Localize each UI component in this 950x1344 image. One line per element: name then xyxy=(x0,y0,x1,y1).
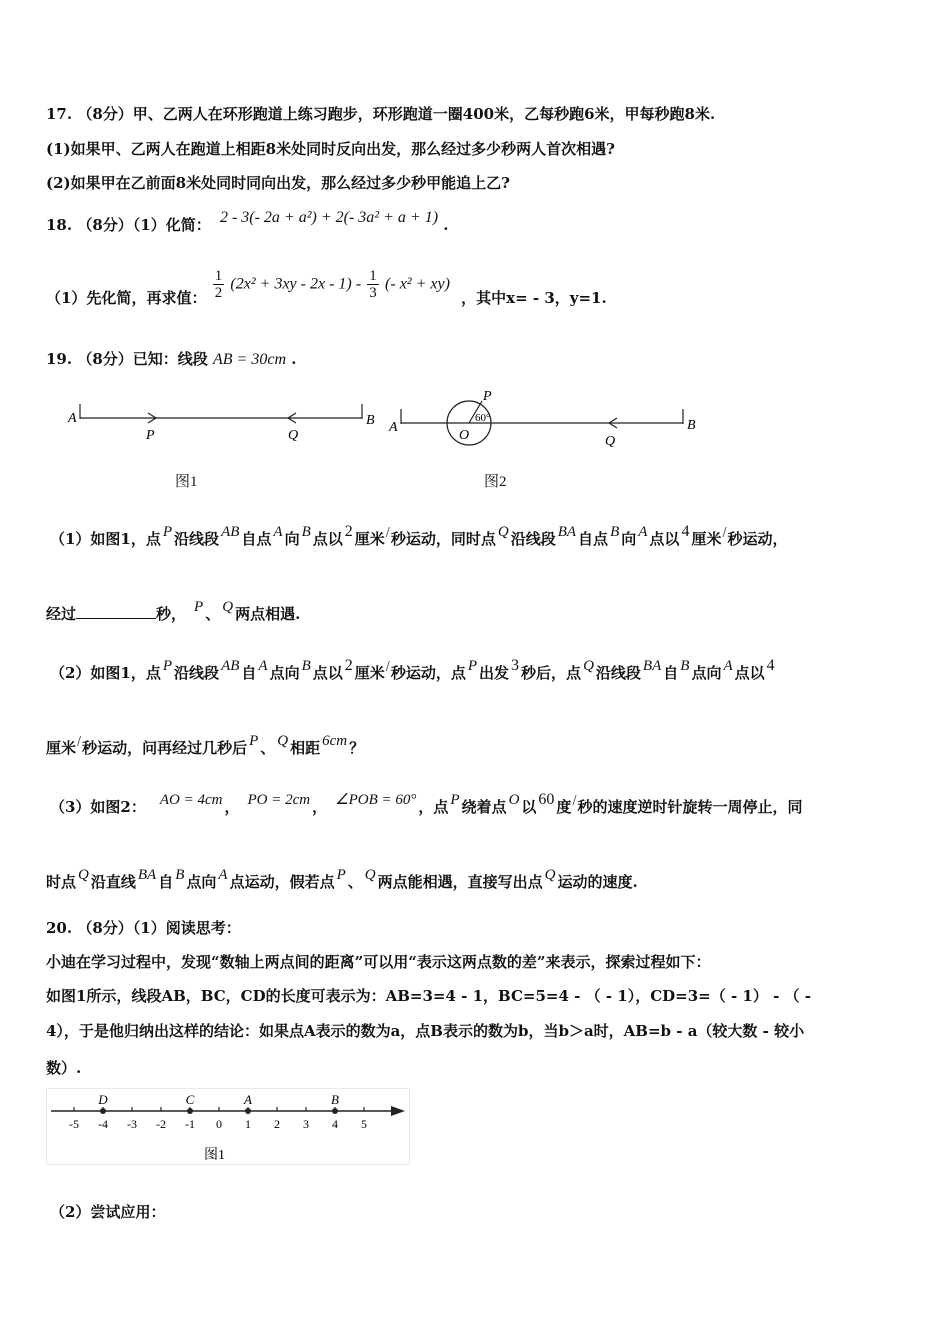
fig2-label-b: B xyxy=(687,418,696,433)
q20-number-line xyxy=(46,1088,410,1165)
q19-p2-distance: 6cm xyxy=(322,733,348,749)
q19-p1-ab: AB xyxy=(221,524,240,540)
q19-p3-t2: ，点 xyxy=(418,798,449,816)
q19-part1-line1 xyxy=(50,523,788,549)
q19-p3-l2a: 时点 xyxy=(46,873,77,891)
q19-p2-t6: 厘米 xyxy=(354,664,385,682)
axis-tick-label: 0 xyxy=(216,1117,222,1131)
q18-end1: . xyxy=(443,216,449,234)
q19-p3-q2: Q xyxy=(364,867,376,883)
q19-p2-n4: 4 xyxy=(766,657,775,674)
q19-figure2 xyxy=(385,385,705,460)
q19-p3-q3: Q xyxy=(544,867,556,883)
axis-point xyxy=(332,1108,338,1114)
q19-p2-t4: 点向 xyxy=(269,664,300,682)
axis-tick-label: -1 xyxy=(185,1117,195,1131)
q19-part2-line2 xyxy=(46,733,365,758)
q19-p3-p: P xyxy=(450,792,460,808)
q19-p2-p2: P xyxy=(467,658,478,674)
q19-p2-l2d: 相距 xyxy=(290,739,321,757)
q19-p2-t7: 秒运动，点 xyxy=(390,664,466,682)
slash-icon: / xyxy=(722,525,727,539)
q19-p1-p2: P xyxy=(194,599,204,615)
q19-p2-l2a: 厘米 xyxy=(46,739,77,757)
q19-p1-a2: A xyxy=(638,524,648,540)
q19-p1-b2: B xyxy=(610,524,620,540)
axis-point-label: A xyxy=(244,1092,252,1107)
q18-frac1 xyxy=(213,268,225,301)
q19-p2-ab: AB xyxy=(221,658,240,674)
fig2-label-o: O xyxy=(459,428,470,443)
axis-tick-label: -2 xyxy=(156,1117,166,1131)
q19-p1-t2: 沿线段 xyxy=(174,530,220,548)
q19-p2-a2: A xyxy=(723,658,733,674)
q19-p2-a: A xyxy=(258,658,268,674)
q19-p1-l2b: 秒， xyxy=(156,605,187,623)
q18-head: 18. （8分）（1）化简： xyxy=(46,216,211,234)
q19-part3-line1 xyxy=(50,791,803,817)
axis-tick-label: 5 xyxy=(361,1117,367,1131)
q19-p3-l2d: 点向 xyxy=(186,873,217,891)
q18-p2-label: （1）先化简，再求值： xyxy=(46,288,207,307)
q19-part2-line1 xyxy=(50,657,777,683)
q19-p1-t6: 厘米 xyxy=(354,530,385,548)
q18-expr1: 2 - 3(- 2a + a²) + 2(- 3a² + a + 1) xyxy=(219,209,439,226)
axis-point xyxy=(100,1108,106,1114)
q19-p1-t3: 自点 xyxy=(241,530,272,548)
q18-frac2 xyxy=(367,268,379,301)
q19-p3-n60: 60 xyxy=(538,791,555,808)
q19-p3-l2h: 运动的速度. xyxy=(557,873,638,891)
slash-icon: / xyxy=(572,793,577,807)
q19-p3-ba: BA xyxy=(137,867,157,883)
q19-p2-t3: 自 xyxy=(241,664,257,682)
axis-point xyxy=(187,1108,193,1114)
q19-p1-t1: （1）如图1，点 xyxy=(50,530,161,548)
fig1-caption: 图1 xyxy=(175,474,198,490)
q19-p1-t8: 沿线段 xyxy=(510,530,556,548)
fig2-label-a: A xyxy=(389,420,398,435)
q19-p2-q2: Q xyxy=(277,733,289,749)
q19-p3-t4: 以 xyxy=(521,798,537,816)
q19-p1-t7: 秒运动，同时点 xyxy=(390,530,496,548)
q19-p3-t5: 度 xyxy=(556,798,572,816)
q19-p1-t9: 自点 xyxy=(578,530,609,548)
q19-p3-c1: ， xyxy=(224,798,240,816)
q19-p1-n2: 2 xyxy=(344,523,353,540)
axis-tick-label: -4 xyxy=(98,1117,108,1131)
q19-p2-p: P xyxy=(162,658,173,674)
axis-tick-label: 1 xyxy=(245,1117,251,1131)
q19-p2-l2b: 秒运动，问再经过几秒后 xyxy=(82,739,248,757)
q19-p3-ao: AO = 4cm xyxy=(159,792,223,808)
fig1-label-a: A xyxy=(68,411,77,426)
q19-p1-t5: 点以 xyxy=(312,530,343,548)
q19-p2-l2c: 、 xyxy=(260,739,276,757)
q19-figure1 xyxy=(60,388,390,458)
q20-line4: 数）. xyxy=(46,1059,82,1077)
slash-icon: / xyxy=(77,734,82,748)
q20-part2: （2）尝试应用： xyxy=(50,1203,166,1221)
q19-p1-t4: 向 xyxy=(284,530,300,548)
q19-p1-l2c: 、 xyxy=(205,605,221,623)
q19-p2-t10: 沿线段 xyxy=(595,664,641,682)
q19-p3-po: PO = 2cm xyxy=(247,792,311,808)
q19-p2-n3: 3 xyxy=(511,657,520,674)
fig2-caption: 图2 xyxy=(484,474,507,490)
q19-p3-l2f: 、 xyxy=(347,873,363,891)
q17-part1: (1)如果甲、乙两人在跑道上相距8米处同时反向出发，那么经过多少秒两人首次相遇? xyxy=(46,140,615,158)
q19-p3-t3: 绕着点 xyxy=(461,798,507,816)
q19-p1-p: P xyxy=(162,524,173,540)
q19-p1-a: A xyxy=(273,524,283,540)
q19-p2-ba: BA xyxy=(642,658,662,674)
q18-frac1-den: 2 xyxy=(214,285,223,301)
q19-p1-t10: 向 xyxy=(621,530,637,548)
q19-p3-o: O xyxy=(508,792,520,808)
q19-seg: AB = 30cm xyxy=(213,351,286,368)
q19-p1-q: Q xyxy=(497,524,509,540)
q19-p2-t9: 秒后，点 xyxy=(521,664,582,682)
q19-p3-q: Q xyxy=(78,867,89,883)
q19-p3-b: B xyxy=(175,867,185,883)
q19-p2-b: B xyxy=(301,658,311,674)
q19-p3-p2: P xyxy=(336,867,346,883)
fig1-label-q: Q xyxy=(288,428,299,443)
q19-p1-t12: 厘米 xyxy=(691,530,722,548)
q19-p3-l2e: 点运动，假若点 xyxy=(229,873,335,891)
q19-head: 19. （8分）已知：线段 xyxy=(46,350,208,368)
q19-p3-a: A xyxy=(218,867,228,883)
q18-part2-line xyxy=(46,268,607,307)
q17-part2: (2)如果甲在乙前面8米处同时同向出发，那么经过多少秒甲能追上乙? xyxy=(46,174,510,192)
q20-line3: 4），于是他归纳出这样的结论：如果点A表示的数为a，点B表示的数为b，当b＞a时，AB=b - a（较大数 - 较小 xyxy=(46,1022,805,1040)
q19-p2-b2: B xyxy=(680,658,690,674)
q19-p3-t6: 秒的速度逆时针旋转一周停止，同 xyxy=(577,798,803,816)
axis-tick-label: 4 xyxy=(332,1117,338,1131)
q19-p2-t12: 点向 xyxy=(691,664,722,682)
q18-p2-tail: ，其中x= - 3，y=1. xyxy=(461,288,607,307)
q19-p2-t5: 点以 xyxy=(312,664,343,682)
fig1-label-p: P xyxy=(146,428,155,443)
q19-p1-t11: 点以 xyxy=(649,530,680,548)
fig1-label-b: B xyxy=(366,413,375,428)
fig2-label-p: P xyxy=(483,389,492,404)
q19-p2-t2: 沿线段 xyxy=(174,664,220,682)
q19-p3-l2b: 沿直线 xyxy=(90,873,136,891)
q19-p2-t8: 出发 xyxy=(479,664,510,682)
q18-expr2a: (2x² + 3xy - 2x - 1) - xyxy=(230,275,362,293)
answer-blank[interactable] xyxy=(76,618,156,619)
q18-head-line xyxy=(46,209,449,235)
q18-frac2-num: 1 xyxy=(369,268,377,284)
q17-head: 17. （8分）甲、乙两人在环形跑道上练习跑步，环形跑道一圈400米，乙每秒跑6米，甲每秒跑8米. xyxy=(46,105,716,123)
axis-caption: 图1 xyxy=(204,1148,225,1163)
q19-p1-n4: 4 xyxy=(681,523,690,540)
axis-point-label: B xyxy=(331,1092,339,1107)
q19-p2-t13: 点以 xyxy=(734,664,765,682)
q19-part1-line2 xyxy=(46,599,301,624)
q20-head: 20. （8分）（1）阅读思考： xyxy=(46,919,241,937)
fig2-angle-label: 60° xyxy=(475,412,491,424)
fig2-label-q: Q xyxy=(605,434,616,449)
slash-icon: / xyxy=(385,525,390,539)
q19-p1-l2a: 经过 xyxy=(46,605,77,623)
axis-tick-label: 3 xyxy=(303,1117,309,1131)
axis-point-label: D xyxy=(98,1092,108,1107)
q19-p1-q2: Q xyxy=(222,599,234,615)
q18-expr2b: (- x² + xy) xyxy=(385,275,450,293)
q19-p2-n2: 2 xyxy=(344,657,353,674)
q19-p1-l2d: 两点相遇. xyxy=(235,605,301,623)
q20-line2: 如图1所示，线段AB，BC，CD的长度可表示为：AB=3=4 - 1，BC=5=4 - （ - 1），CD=3=（ - 1） - （ - xyxy=(46,987,811,1005)
slash-icon: / xyxy=(385,659,390,673)
q19-p3-c2: ， xyxy=(312,798,328,816)
q18-frac1-num: 1 xyxy=(214,268,223,284)
q19-p2-t11: 自 xyxy=(663,664,679,682)
q19-p3-angle: ∠POB = 60° xyxy=(335,792,417,808)
axis-point-label: C xyxy=(185,1092,195,1107)
q19-p2-l2e: ？ xyxy=(349,739,365,757)
q19-p3-t1: （3）如图2： xyxy=(50,798,146,816)
axis-arrow-icon xyxy=(391,1106,405,1116)
q20-line1: 小迪在学习过程中，发现“数轴上两点间的距离”可以用“表示这两点数的差”来表示，探索过程如下： xyxy=(46,953,711,971)
axis-tick-label: -5 xyxy=(69,1117,79,1131)
q18-frac2-den: 3 xyxy=(369,285,377,301)
axis-tick-label: -3 xyxy=(127,1117,137,1131)
q19-p2-t1: （2）如图1，点 xyxy=(50,664,161,682)
q19-p2-p3: P xyxy=(249,733,259,749)
q19-end: . xyxy=(291,350,297,368)
q19-head-line xyxy=(46,348,296,369)
q19-p3-l2g: 两点能相遇，直接写出点 xyxy=(377,873,543,891)
axis-tick-label: 2 xyxy=(274,1117,280,1131)
axis-point xyxy=(245,1108,251,1114)
q19-p1-t13: 秒运动， xyxy=(727,530,788,548)
q19-p1-b: B xyxy=(301,524,311,540)
q19-p1-ba: BA xyxy=(557,524,577,540)
q19-p3-l2c: 自 xyxy=(158,873,174,891)
q19-p2-q: Q xyxy=(583,658,594,674)
q19-part3-line2 xyxy=(46,867,638,892)
